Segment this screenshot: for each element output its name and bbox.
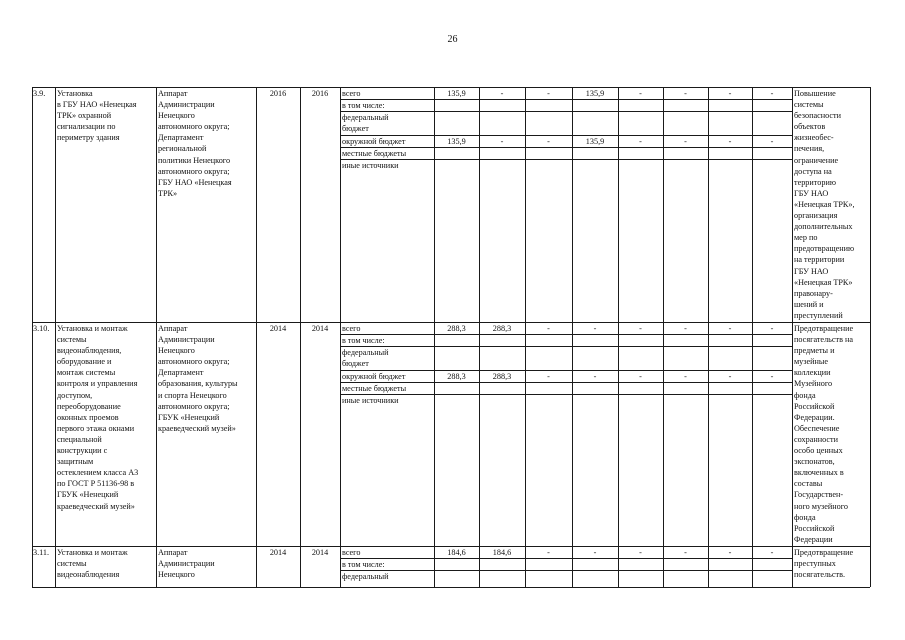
program-table bbox=[32, 87, 870, 587]
expected-result: Предотвращение преступных посягательств. bbox=[794, 548, 854, 580]
funding-value: 288,3 bbox=[492, 372, 512, 381]
funding-value: - bbox=[639, 548, 642, 557]
executor: Аппарат Администрации Ненецкого автономного округа; Департамент образования, культуры и спорта Ненецкого автономного округа; ГБУК «Ненецкий краеведческий музей» bbox=[158, 324, 238, 433]
row-number: 3.11. bbox=[33, 548, 50, 557]
funding-source: федеральный bbox=[342, 572, 389, 581]
start-year: 2014 bbox=[269, 324, 287, 333]
funding-value: - bbox=[770, 137, 774, 146]
expected-result: Повышение системы безопасности объектов жизнеобес- печения, ограничение доступа на территорию ГБУ НАО «Ненецкая ТРК», организация дополнительных мер по предотвращению на территории ГБУ НАО «Ненецкая ТРК» правонару- шений и преступлений bbox=[794, 89, 855, 320]
grid-vline bbox=[663, 87, 664, 587]
end-year: 2014 bbox=[311, 324, 329, 333]
grid-vline bbox=[572, 87, 573, 587]
grid-vline bbox=[752, 87, 753, 587]
funding-value: - bbox=[684, 89, 687, 98]
funding-source: в том числе: bbox=[342, 560, 385, 569]
expected-result: Предотвращение посягательств на предметы и музейные коллекции Музейного фонда Российской Федерации. Обеспечение сохранности особо ценных экспонатов, включенных в составы Государствен- ного музейного фонда Российской Федерации bbox=[794, 324, 854, 544]
funding-value: - bbox=[728, 548, 732, 557]
start-year: 2016 bbox=[269, 89, 287, 98]
funding-source: федеральный бюджет bbox=[342, 113, 389, 134]
grid-vline bbox=[792, 87, 793, 587]
executor: Аппарат Администрации Ненецкого автономного округа; Департамент региональной политики Ненецкого автономного округа; ГБУ НАО «Ненецкая ТРК» bbox=[158, 89, 232, 198]
funding-source: в том числе: bbox=[342, 101, 385, 110]
funding-source: иные источники bbox=[342, 396, 399, 405]
row-number: 3.10. bbox=[33, 324, 50, 333]
end-year: 2014 bbox=[311, 548, 329, 557]
grid-vline bbox=[434, 87, 435, 587]
grid-vline bbox=[55, 87, 56, 587]
funding-value: 135,9 bbox=[585, 137, 605, 146]
funding-value: - bbox=[547, 324, 550, 333]
funding-value: 288,3 bbox=[447, 372, 466, 381]
funding-value: - bbox=[639, 89, 642, 98]
grid-vline bbox=[156, 87, 157, 587]
funding-value: - bbox=[593, 324, 597, 333]
funding-value: - bbox=[684, 137, 687, 146]
row-number: 3.9. bbox=[33, 89, 46, 98]
measure-name: Установка и монтаж системы видеонаблюдения, оборудование и монтаж системы контроля и управления доступом, переоборудование оконных проемов первого этажа окнами специальной конструкции с защитным остеклением класса А3 по ГОСТ Р 51136-98 в ГБУК «Ненецкий краеведческий музей» bbox=[57, 324, 139, 511]
funding-value: - bbox=[728, 324, 732, 333]
funding-source: местные бюджеты bbox=[342, 384, 407, 393]
funding-source: иные источники bbox=[342, 161, 399, 170]
funding-value: - bbox=[593, 548, 597, 557]
funding-source: федеральный бюджет bbox=[342, 348, 389, 369]
grid-vline bbox=[300, 87, 301, 587]
funding-value: - bbox=[593, 372, 597, 381]
measure-name: Установка в ГБУ НАО «Ненецкая ТРК» охранной сигнализации по периметру здания bbox=[57, 89, 137, 143]
funding-value: - bbox=[770, 324, 774, 333]
funding-value: 288,3 bbox=[492, 324, 512, 333]
funding-value: 135,9 bbox=[585, 89, 605, 98]
funding-value: - bbox=[684, 324, 687, 333]
funding-value: - bbox=[770, 548, 774, 557]
funding-source: в том числе: bbox=[342, 336, 385, 345]
funding-source: окружной бюджет bbox=[342, 372, 406, 381]
grid-vline bbox=[525, 87, 526, 587]
funding-value: 288,3 bbox=[447, 324, 466, 333]
funding-source: всего bbox=[342, 548, 361, 557]
measure-name: Установка и монтаж системы видеонаблюдения bbox=[57, 548, 128, 580]
page-number: 26 bbox=[447, 34, 458, 45]
funding-value: - bbox=[547, 137, 550, 146]
funding-source: всего bbox=[342, 89, 361, 98]
funding-value: - bbox=[500, 89, 504, 98]
grid-vline bbox=[479, 87, 480, 587]
funding-value: - bbox=[728, 372, 732, 381]
funding-value: - bbox=[728, 137, 732, 146]
table-bottom-border bbox=[32, 587, 870, 588]
grid-vline bbox=[708, 87, 709, 587]
funding-value: 184,6 bbox=[447, 548, 466, 557]
funding-value: - bbox=[500, 137, 504, 146]
funding-source: окружной бюджет bbox=[342, 137, 406, 146]
funding-value: 135,9 bbox=[447, 89, 466, 98]
grid-vline bbox=[870, 87, 871, 587]
funding-value: - bbox=[639, 137, 642, 146]
funding-source: местные бюджеты bbox=[342, 149, 407, 158]
start-year: 2014 bbox=[269, 548, 287, 557]
grid-vline bbox=[340, 87, 341, 587]
grid-vline bbox=[618, 87, 619, 587]
funding-value: - bbox=[639, 372, 642, 381]
executor: Аппарат Администрации Ненецкого bbox=[158, 548, 215, 580]
funding-value: - bbox=[770, 372, 774, 381]
funding-value: 135,9 bbox=[447, 137, 466, 146]
funding-value: - bbox=[547, 548, 550, 557]
end-year: 2016 bbox=[311, 89, 329, 98]
funding-source: всего bbox=[342, 324, 361, 333]
funding-value: - bbox=[639, 324, 642, 333]
funding-value: - bbox=[684, 372, 687, 381]
grid-vline bbox=[256, 87, 257, 587]
funding-value: - bbox=[684, 548, 687, 557]
funding-value: - bbox=[547, 89, 550, 98]
funding-value: - bbox=[547, 372, 550, 381]
funding-value: - bbox=[728, 89, 732, 98]
funding-value: 184,6 bbox=[492, 548, 512, 557]
funding-value: - bbox=[770, 89, 774, 98]
